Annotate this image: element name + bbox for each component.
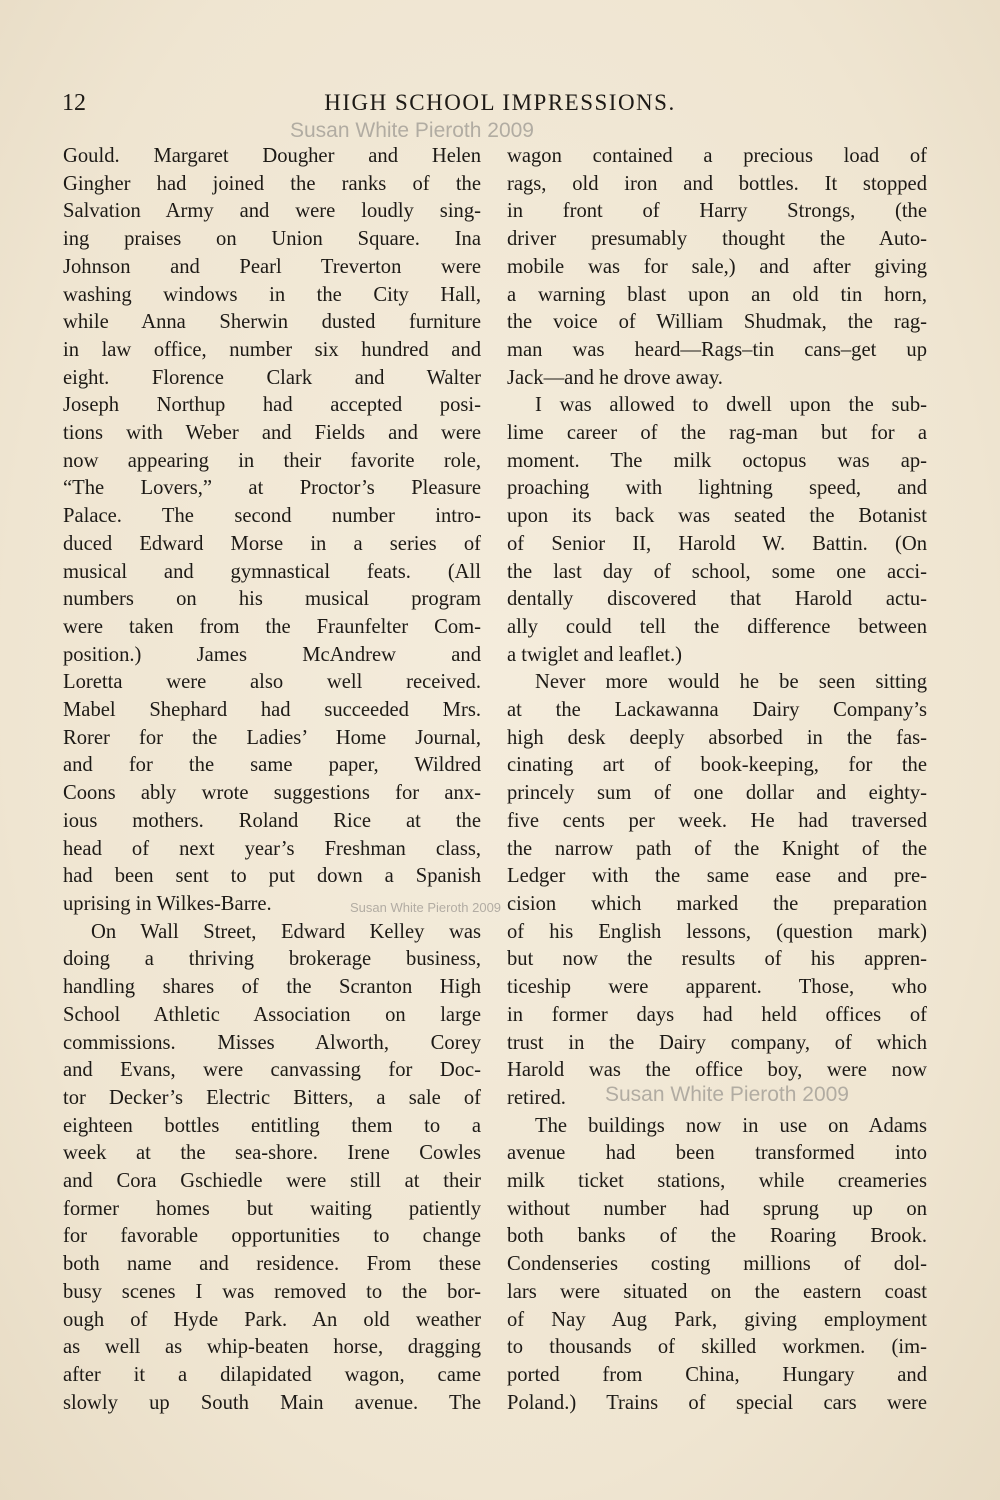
text-line: had been sent to put down a Spanish	[63, 865, 481, 888]
left-column	[63, 143, 481, 1417]
text-line: ally could tell the difference between	[507, 615, 927, 638]
text-line: of Nay Aug Park, giving employment	[507, 1308, 927, 1331]
text-line: Johnson and Pearl Treverton were	[63, 255, 481, 278]
text-line: after it a dilapidated wagon, came	[63, 1363, 481, 1386]
page-number: 12	[62, 90, 86, 116]
text-line: ing praises on Union Square. Ina	[63, 228, 481, 251]
text-line: School Athletic Association on large	[63, 1003, 481, 1026]
watermark-top: Susan White Pieroth 2009	[290, 119, 534, 142]
text-line: Jack—and he drove away.	[507, 366, 723, 389]
text-line: Gould. Margaret Dougher and Helen	[63, 145, 481, 167]
text-line: both name and residence. From these	[63, 1253, 481, 1276]
text-line: upon its back was seated the Botanist	[507, 505, 927, 528]
text-line: eighteen bottles entitling them to a	[63, 1114, 481, 1137]
text-line: while Anna Sherwin dusted furniture	[63, 311, 481, 334]
text-line: cision which marked the preparation	[507, 892, 927, 915]
text-line: Harold was the office boy, were now	[507, 1059, 927, 1082]
text-line: mobile was for sale,) and after giving	[507, 255, 927, 278]
text-line: Palace. The second number intro-	[63, 505, 481, 528]
text-line: uprising in Wilkes-Barre.	[63, 892, 272, 915]
text-line: tions with Weber and Fields and were	[63, 422, 481, 445]
text-line: a twiglet and leaflet.)	[507, 643, 682, 666]
text-line: retired.	[507, 1086, 566, 1109]
text-line: now appearing in their favorite role,	[63, 449, 481, 472]
text-line: Salvation Army and were loudly sing-	[63, 200, 481, 223]
text-line: five cents per week. He had traversed	[507, 809, 927, 832]
text-line: week at the sea-shore. Irene Cowles	[63, 1142, 481, 1165]
text-line: milk ticket stations, while creameries	[507, 1170, 927, 1193]
text-line: lars were situated on the eastern coast	[507, 1280, 927, 1303]
text-line: Mabel Shephard had succeeded Mrs.	[63, 699, 481, 722]
text-line: in front of Harry Strongs, (the	[507, 200, 927, 223]
text-line: in former days had held offices of	[507, 1003, 927, 1026]
text-line: rags, old iron and bottles. It stopped	[507, 172, 927, 195]
text-line: proaching with lightning speed, and	[507, 477, 927, 500]
text-line: Coons ably wrote suggestions for anx-	[63, 782, 481, 805]
text-line: both banks of the Roaring Brook.	[507, 1225, 927, 1248]
text-line: slowly up South Main avenue. The	[63, 1391, 481, 1414]
text-line: cinating art of book-keeping, for the	[507, 754, 927, 777]
text-line: but now the results of his appren-	[507, 948, 927, 971]
text-line: wagon contained a precious load of	[507, 145, 927, 167]
text-line: without number had sprung up on	[507, 1197, 927, 1220]
text-line: numbers on his musical program	[63, 588, 481, 611]
text-line: and for the same paper, Wildred	[63, 754, 481, 777]
text-line: Ledger with the same ease and pre-	[507, 865, 927, 888]
text-line: former homes but waiting patiently	[63, 1197, 481, 1220]
text-line: busy scenes I was removed to the bor-	[63, 1280, 481, 1303]
text-line: On Wall Street, Edward Kelley was	[91, 920, 481, 943]
text-line: the narrow path of the Knight of the	[507, 837, 927, 860]
text-line: the last day of school, some one acci-	[507, 560, 927, 583]
text-line: doing a thriving brokerage business,	[63, 948, 481, 971]
text-line: ticeship were apparent. Those, who	[507, 976, 927, 999]
text-line: head of next year’s Freshman class,	[63, 837, 481, 860]
text-line: Poland.) Trains of special cars were	[507, 1391, 927, 1414]
watermark-right: Susan White Pieroth 2009	[605, 1083, 849, 1106]
text-line: ported from China, Hungary and	[507, 1363, 927, 1386]
text-line: “The Lovers,” at Proctor’s Pleasure	[63, 477, 481, 500]
text-line: were taken from the Fraunfelter Com-	[63, 615, 481, 638]
text-line: ough of Hyde Park. An old weather	[63, 1308, 481, 1331]
text-line: Never more would he be seen sitting	[535, 671, 927, 694]
text-line: trust in the Dairy company, of which	[507, 1031, 927, 1054]
text-line: The buildings now in use on Adams	[535, 1114, 927, 1137]
text-line: driver presumably thought the Auto-	[507, 228, 927, 251]
text-line: handling shares of the Scranton High	[63, 976, 481, 999]
text-line: duced Edward Morse in a series of	[63, 532, 481, 555]
text-line: I was allowed to dwell upon the sub-	[535, 394, 927, 417]
text-line: and Evans, were canvassing for Doc-	[63, 1059, 481, 1082]
text-line: commissions. Misses Alworth, Corey	[63, 1031, 481, 1054]
text-line: position.) James McAndrew and	[63, 643, 481, 666]
text-line: in law office, number six hundred and	[63, 338, 481, 361]
text-line: Gingher had joined the ranks of the	[63, 172, 481, 195]
text-line: avenue had been transformed into	[507, 1142, 927, 1165]
text-line: Joseph Northup had accepted posi-	[63, 394, 481, 417]
right-column	[507, 143, 927, 1417]
text-line: at the Lackawanna Dairy Company’s	[507, 699, 927, 722]
text-line: washing windows in the City Hall,	[63, 283, 481, 306]
text-line: Rorer for the Ladies’ Home Journal,	[63, 726, 481, 749]
page-header	[0, 90, 1000, 120]
text-line: of Senior II, Harold W. Battin. (On	[507, 532, 927, 555]
text-line: to thousands of skilled workmen. (im-	[507, 1336, 927, 1359]
text-line: tor Decker’s Electric Bitters, a sale of	[63, 1086, 481, 1109]
text-line: dentally discovered that Harold actu-	[507, 588, 927, 611]
running-title: HIGH SCHOOL IMPRESSIONS.	[324, 90, 676, 115]
text-line: high desk deeply absorbed in the fas-	[507, 726, 927, 749]
text-line: lime career of the rag-man but for a	[507, 422, 927, 445]
text-line: as well as whip-beaten horse, dragging	[63, 1336, 481, 1359]
text-line: the voice of William Shudmak, the rag-	[507, 311, 927, 334]
text-line: a warning blast upon an old tin horn,	[507, 283, 927, 306]
text-line: eight. Florence Clark and Walter	[63, 366, 481, 389]
text-line: moment. The milk octopus was ap-	[507, 449, 927, 472]
text-line: of his English lessons, (question mark)	[507, 920, 927, 943]
text-line: princely sum of one dollar and eighty-	[507, 782, 927, 805]
text-line: musical and gymnastical feats. (All	[63, 560, 481, 583]
text-line: for favorable opportunities to change	[63, 1225, 481, 1248]
watermark-middle: Susan White Pieroth 2009	[350, 900, 502, 915]
text-line: Loretta were also well received.	[63, 671, 481, 694]
text-line: and Cora Gschiedle were still at their	[63, 1170, 481, 1193]
text-line: Condenseries costing millions of dol-	[507, 1253, 927, 1276]
text-line: man was heard—Rags–tin cans–get up	[507, 338, 927, 361]
text-line: ious mothers. Roland Rice at the	[63, 809, 481, 832]
